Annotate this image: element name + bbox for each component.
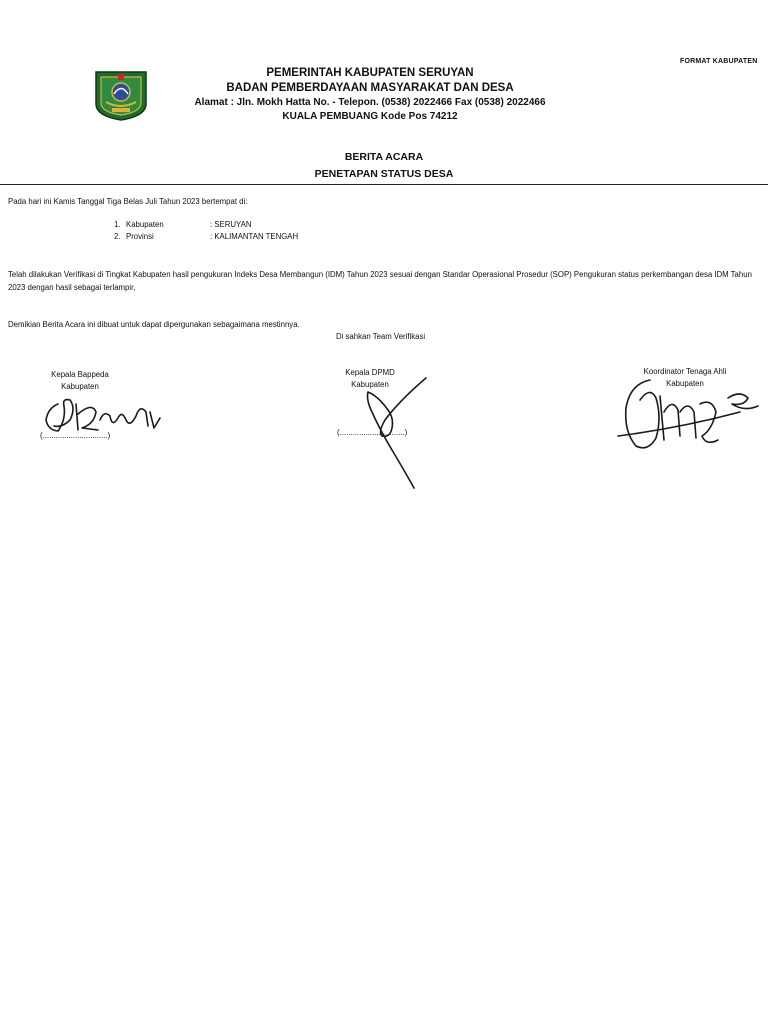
closing-sentence: Demikian Berita Acara ini dibuat untuk dapat dipergunakan sebagaimana mestinnya. (8, 320, 300, 329)
letterhead-agency: BADAN PEMBERDAYAAN MASYARAKAT DAN DESA (226, 82, 514, 94)
signatory-title: Kepala Bappeda (51, 370, 109, 379)
document-subtitle: PENETAPAN STATUS DESA (314, 168, 454, 180)
location-row (114, 232, 298, 244)
letterhead-government: PEMERINTAH KABUPATEN SERUYAN (266, 67, 474, 79)
location-label: Kabupaten (126, 220, 164, 229)
letterhead-city-postcode: KUALA PEMBUANG Kode Pos 74212 (282, 111, 458, 122)
location-value: : KALIMANTAN TENGAH (210, 232, 299, 241)
signature-line-bappeda: (..............................) (40, 431, 111, 440)
verification-team-label: Di sahkan Team Verifikasi (336, 332, 426, 341)
title-divider (0, 184, 768, 185)
location-number: 2. (114, 232, 121, 241)
signatory-title: Kepala DPMD (345, 368, 395, 377)
location-value: : SERUYAN (210, 220, 252, 229)
signatory-subtitle: Kabupaten (351, 380, 389, 389)
signatory-subtitle: Kabupaten (666, 379, 704, 388)
document-title: BERITA ACARA (344, 151, 424, 163)
signature-line-dpmd: (..............................) (337, 428, 408, 437)
body-paragraph: Telah dilakukan Verifikasi di Tingkat Kabupaten hasil pengukuran Indeks Desa Membangun (IDM) Tahun 2023 sesuai dengan Standar Operasional Prosedur (SOP) Pengukuran status perkembangan desa IDM Tahun 2023 dengan hasil sebagai terlampir, (8, 270, 752, 292)
signature-coordinator (618, 380, 758, 448)
location-number: 1. (114, 220, 121, 229)
signatory-dpmd (330, 367, 410, 391)
format-tag: FORMAT KABUPATEN (680, 58, 758, 65)
location-list (114, 220, 298, 244)
regency-logo (92, 68, 150, 122)
signatory-coordinator (615, 366, 755, 390)
letterhead (150, 66, 590, 124)
location-label: Provinsi (126, 232, 154, 241)
letterhead-address: Alamat : Jln. Mokh Hatta No. - Telepon. (0538) 2022466 Fax (0538) 2022466 (194, 97, 546, 108)
location-row (114, 220, 298, 232)
signatory-title: Koordinator Tenaga Ahli (643, 367, 727, 376)
opening-sentence: Pada hari ini Kamis Tanggal Tiga Belas Juli Tahun 2023 bertempat di: (8, 197, 248, 206)
signatory-bappeda (30, 369, 130, 393)
signature-bappeda (46, 400, 160, 431)
signatory-subtitle: Kabupaten (61, 382, 99, 391)
